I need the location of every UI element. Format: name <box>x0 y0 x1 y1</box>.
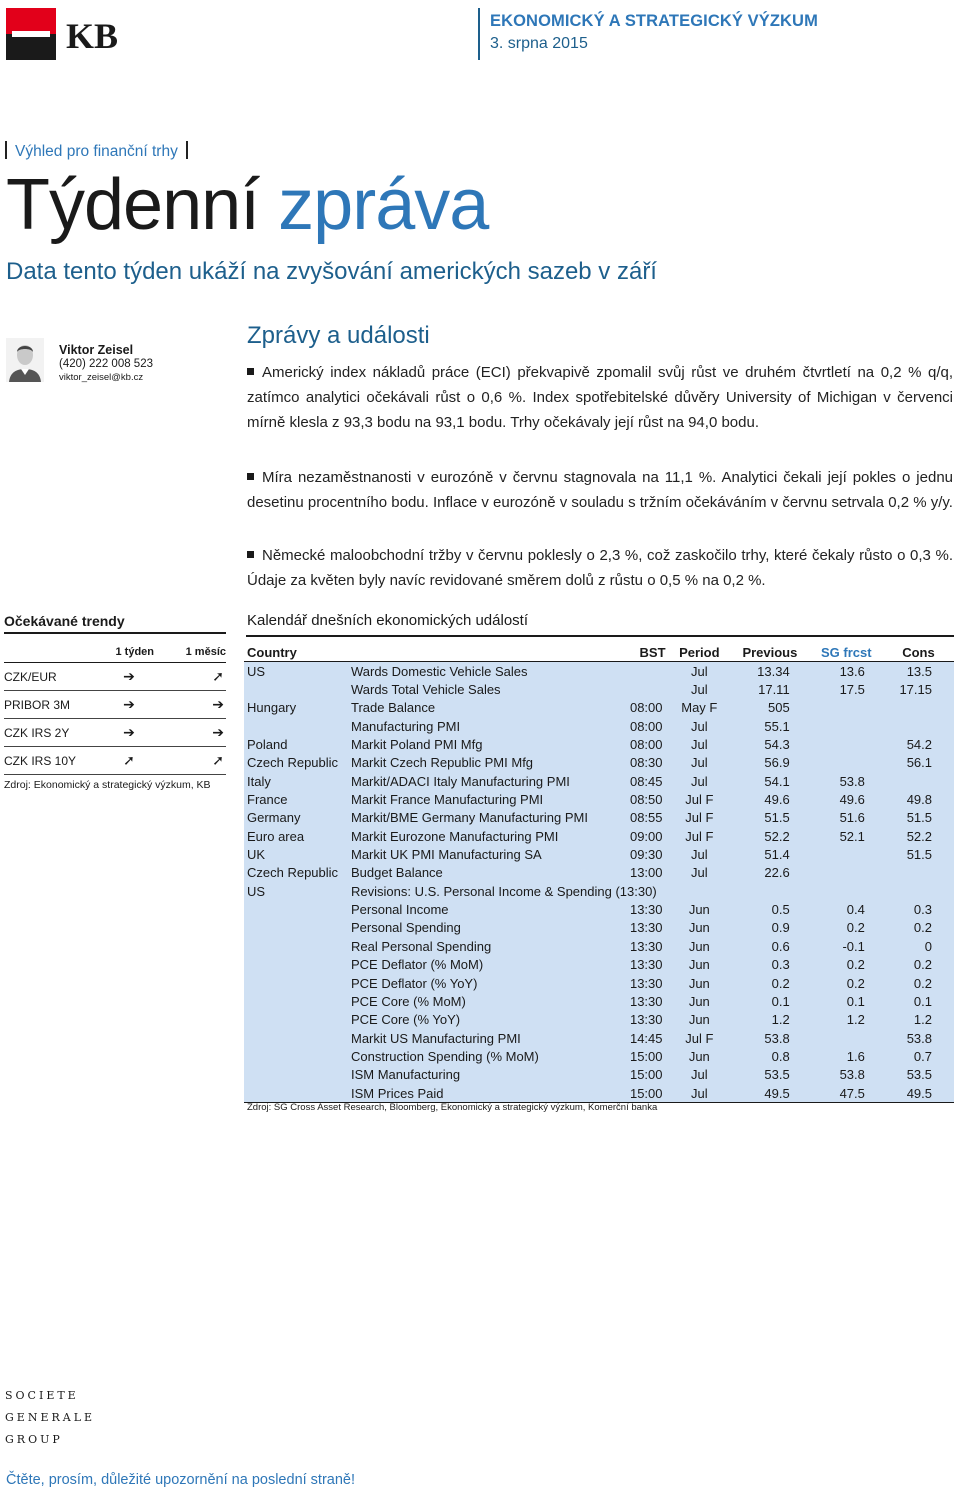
cell-sg-forecast: 0.1 <box>846 993 865 1009</box>
cell-bst: 13:30 <box>629 902 663 918</box>
news-item <box>247 465 953 515</box>
trend-week-arrow-icon: ➔ <box>104 691 154 719</box>
cell-consensus: 1.2 <box>913 1012 932 1028</box>
calendar-row <box>244 1066 954 1084</box>
cell-bst: 14:45 <box>629 1030 663 1046</box>
cell-country: US <box>247 663 266 679</box>
author-photo <box>6 338 44 382</box>
cell-previous: 54.1 <box>764 773 790 789</box>
trends-header-blank <box>4 634 104 663</box>
calendar-row <box>244 992 954 1010</box>
cell-period: Jun <box>688 975 710 991</box>
calendar-row <box>244 1011 954 1029</box>
cell-country: UK <box>247 847 266 863</box>
calendar-row <box>244 845 954 863</box>
cell-sg-forecast: 0.2 <box>846 920 865 936</box>
col-consensus: Cons <box>883 643 954 662</box>
cell-event: Markit France Manufacturing PMI <box>350 792 544 808</box>
calendar-row <box>244 1084 954 1103</box>
cell-previous: 0.5 <box>771 902 790 918</box>
cell-bst: 13:30 <box>629 1012 663 1028</box>
calendar-row <box>244 974 954 992</box>
calendar-row <box>244 1029 954 1047</box>
cell-period: Jun <box>688 902 710 918</box>
cell-previous: 53.5 <box>764 1067 790 1083</box>
cell-sg-forecast: 53.8 <box>839 773 865 789</box>
trend-row <box>4 663 226 691</box>
cell-bst: 15:00 <box>606 1084 669 1103</box>
cell-previous: 13.34 <box>757 663 790 679</box>
cell-event: PCE Core (% MoM) <box>350 993 466 1009</box>
news-item <box>247 543 953 593</box>
cell-bst: 08:00 <box>629 700 663 716</box>
calendar-row <box>244 864 954 882</box>
cell-sg-forecast <box>810 1029 883 1047</box>
trends-title: Očekávané trendy <box>4 613 226 634</box>
cell-event: Construction Spending (% MoM) <box>350 1048 539 1064</box>
calendar-row <box>244 900 954 918</box>
cell-country <box>244 1029 348 1047</box>
cell-country: Italy <box>247 773 271 789</box>
calendar-rule <box>246 635 954 637</box>
cell-consensus: 0 <box>924 938 932 954</box>
cell-previous: 0.1 <box>771 993 790 1009</box>
cell-period: Jul <box>691 663 708 679</box>
cell-period: Jun <box>688 920 710 936</box>
cell-previous: 505 <box>767 700 790 716</box>
cell-sg-forecast: 49.6 <box>839 792 865 808</box>
trend-instrument: CZK IRS 10Y <box>4 747 104 775</box>
calendar-row <box>244 717 954 735</box>
cell-bst: 08:00 <box>629 737 663 753</box>
cell-sg-forecast: 0.4 <box>846 902 865 918</box>
cell-previous: 49.5 <box>730 1084 810 1103</box>
news-text: Míra nezaměstnanosti v eurozóně v červnu stagnovala na 11,1 %. Analytici čekali její pokles o jednu desetinu procentního bodu. Inflace v eurozóně v souladu s tržním očekáváním v červnu setrvala 0,2 % y/y. <box>247 469 953 511</box>
disclaimer-link[interactable]: Čtěte, prosím, důležité upozornění na poslední straně! <box>6 1472 356 1488</box>
cell-period: Jul <box>691 682 708 698</box>
cell-previous: 54.3 <box>764 737 790 753</box>
cell-sg-forecast <box>810 845 883 863</box>
title-word-1: Týdenní <box>6 165 260 245</box>
calendar-row <box>244 956 954 974</box>
cell-consensus: 13.5 <box>906 663 932 679</box>
cell-previous: 22.6 <box>764 865 790 881</box>
cell-previous: 51.5 <box>764 810 790 826</box>
cell-event: Markit/ADACI Italy Manufacturing PMI <box>350 773 570 789</box>
cell-period: Jun <box>688 993 710 1009</box>
cell-country <box>244 1011 348 1029</box>
cell-period: Jul <box>691 773 708 789</box>
cell-country <box>244 1066 348 1084</box>
cell-consensus: 17.15 <box>899 682 932 698</box>
page-title <box>6 160 488 250</box>
cell-period: Jul F <box>685 828 714 844</box>
cell-event: PCE Deflator (% YoY) <box>350 975 478 991</box>
cell-consensus: 52.2 <box>906 828 932 844</box>
calendar-row <box>244 699 954 717</box>
cell-sg-forecast <box>810 864 883 882</box>
cell-consensus: 0.2 <box>913 957 932 973</box>
col-period: Period <box>669 643 731 662</box>
calendar-title: Kalendář dnešních ekonomických událostí <box>247 612 529 629</box>
cell-bst: 13:30 <box>629 993 663 1009</box>
divider-left <box>5 141 7 159</box>
cell-consensus <box>883 864 954 882</box>
author-email[interactable]: viktor_zeisel@kb.cz <box>59 372 144 383</box>
cell-bst: 13:30 <box>629 975 663 991</box>
calendar-row <box>244 772 954 790</box>
cell-country <box>244 937 348 955</box>
cell-consensus: 51.5 <box>906 810 932 826</box>
col-event <box>348 643 606 662</box>
bullet-icon <box>247 368 254 375</box>
cell-sg-forecast: 0.2 <box>846 975 865 991</box>
cell-period: May F <box>681 700 718 716</box>
cell-consensus: 53.8 <box>906 1030 932 1046</box>
cell-consensus <box>883 717 954 735</box>
cell-previous: 52.2 <box>764 828 790 844</box>
trend-row <box>4 719 226 747</box>
cell-country <box>244 1084 348 1103</box>
cell-period: Jul <box>691 718 708 734</box>
cell-country <box>244 956 348 974</box>
cell-bst: 09:30 <box>629 847 663 863</box>
trends-header-month: 1 měsíc <box>154 634 226 663</box>
cell-sg-forecast: 1.6 <box>846 1048 865 1064</box>
calendar-row <box>244 1047 954 1065</box>
cell-country <box>244 900 348 918</box>
cell-period: Jun <box>688 957 710 973</box>
cell-consensus: 0.2 <box>913 975 932 991</box>
page-subtitle: Data tento týden ukáží na zvyšování amerických sazeb v září <box>6 258 657 285</box>
cell-sg-forecast: 52.1 <box>839 828 865 844</box>
section-label-text: Výhled pro finanční trhy <box>15 143 178 160</box>
cell-sg-forecast: 0.2 <box>846 957 865 973</box>
cell-country: France <box>247 792 288 808</box>
cell-previous: 0.8 <box>771 1048 790 1064</box>
calendar-row <box>244 662 954 681</box>
cell-event: Markit Poland PMI Mfg <box>350 737 483 753</box>
header-divider <box>478 8 480 60</box>
report-date: 3. srpna 2015 <box>490 35 588 52</box>
cell-event: PCE Core (% YoY) <box>350 1012 461 1028</box>
cell-consensus: 0.1 <box>913 993 932 1009</box>
cell-previous: 17.11 <box>758 682 790 698</box>
trend-row <box>4 747 226 775</box>
cell-event: Markit Eurozone Manufacturing PMI <box>350 828 559 844</box>
calendar-row <box>244 754 954 772</box>
cell-sg-forecast: 17.5 <box>839 682 865 698</box>
trend-week-arrow-icon: ➔ <box>104 663 154 691</box>
cell-sg-forecast: 47.5 <box>810 1084 883 1103</box>
bullet-icon <box>247 551 254 558</box>
cell-previous: 0.2 <box>771 975 790 991</box>
col-country: Country <box>244 643 348 662</box>
cell-bst: 13:00 <box>629 865 663 881</box>
cell-bst: 15:00 <box>629 1067 663 1083</box>
cell-bst: 08:00 <box>629 718 663 734</box>
cell-bst: 13:30 <box>629 920 663 936</box>
calendar-row <box>244 827 954 845</box>
cell-sg-forecast <box>810 699 883 717</box>
cell-country <box>244 974 348 992</box>
cell-period: Jun <box>688 1048 710 1064</box>
author-phone: (420) 222 008 523 <box>59 358 153 370</box>
cell-country <box>244 992 348 1010</box>
cell-country <box>244 919 348 937</box>
cell-consensus <box>883 699 954 717</box>
cell-bst: 08:30 <box>629 755 663 771</box>
cell-period: Jun <box>688 938 710 954</box>
cell-country: Czech Republic <box>247 755 339 771</box>
cell-period: Jul <box>669 1084 731 1103</box>
sg-logo-line: SOCIETE <box>5 1389 79 1402</box>
cell-sg-forecast: 51.6 <box>839 810 865 826</box>
cell-country: Poland <box>247 737 288 753</box>
cell-sg-forecast <box>810 717 883 735</box>
cell-bst <box>606 662 669 681</box>
societe-generale-logo <box>5 1385 95 1451</box>
cell-bst: 08:50 <box>629 792 663 808</box>
cell-country <box>244 680 348 698</box>
department-title: EKONOMICKÝ A STRATEGICKÝ VÝZKUM <box>490 12 818 30</box>
calendar-row <box>244 790 954 808</box>
cell-period: Jun <box>688 1012 710 1028</box>
calendar-row <box>244 735 954 753</box>
cell-country: Hungary <box>247 700 297 716</box>
cell-consensus: 54.2 <box>906 737 932 753</box>
cell-period: Jul <box>691 1067 708 1083</box>
divider-right <box>186 141 188 159</box>
cell-event: Personal Spending <box>350 920 461 936</box>
cell-previous: 49.6 <box>764 792 790 808</box>
cell-sg-forecast: 1.2 <box>846 1012 865 1028</box>
cell-sg-forecast <box>810 754 883 772</box>
trend-month-arrow-icon: ➚ <box>154 663 226 691</box>
kb-logo <box>6 8 156 60</box>
cell-consensus: 0.2 <box>913 920 932 936</box>
calendar-row <box>244 882 954 900</box>
trend-week-arrow-icon: ➔ <box>104 719 154 747</box>
cell-country <box>244 1047 348 1065</box>
calendar-row <box>244 937 954 955</box>
cell-period: Jul F <box>685 792 714 808</box>
cell-event: Markit UK PMI Manufacturing SA <box>350 847 542 863</box>
trends-header-week: 1 týden <box>104 634 154 663</box>
cell-sg-forecast: 13.6 <box>839 663 865 679</box>
cell-event: ISM Prices Paid <box>348 1084 606 1103</box>
cell-country: US <box>247 883 266 899</box>
cell-bst: 09:00 <box>629 828 663 844</box>
trend-instrument: CZK IRS 2Y <box>4 719 104 747</box>
cell-sg-forecast <box>810 735 883 753</box>
cell-period: Jul F <box>685 810 714 826</box>
cell-sg-forecast: -0.1 <box>842 938 865 954</box>
cell-event: Markit US Manufacturing PMI <box>350 1030 521 1046</box>
news-text: Německé maloobchodní tržby v červnu poklesly o 2,3 %, což zaskočilo trhy, které čekaly růsto o 0,3 %. Údaje za květen byly navíc revidované směrem dolů z růstu o 0,5 % na 0,2 %. <box>247 547 953 589</box>
section-label <box>5 141 188 161</box>
cell-consensus: 49.8 <box>906 792 932 808</box>
cell-previous: 53.8 <box>764 1030 790 1046</box>
trend-row <box>4 691 226 719</box>
calendar-row <box>244 919 954 937</box>
trend-month-arrow-icon: ➚ <box>154 747 226 775</box>
cell-country: Czech Republic <box>247 865 339 881</box>
cell-event: PCE Deflator (% MoM) <box>350 957 484 973</box>
cell-previous: 0.9 <box>771 920 790 936</box>
title-word-2: zpráva <box>278 165 489 245</box>
cell-bst: 08:45 <box>629 773 663 789</box>
trends-table <box>4 634 226 775</box>
cell-period: Jul F <box>685 1030 714 1046</box>
cell-bst: 15:00 <box>629 1048 663 1064</box>
trends-panel <box>4 613 226 791</box>
cell-consensus: 0.3 <box>913 902 932 918</box>
cell-bst <box>606 680 669 698</box>
cell-period: Jul <box>691 847 708 863</box>
cell-sg-forecast: 53.8 <box>839 1067 865 1083</box>
news-heading: Zprávy a události <box>247 322 430 349</box>
cell-previous: 0.6 <box>771 938 790 954</box>
cell-previous: 0.3 <box>771 957 790 973</box>
cell-consensus: 56.1 <box>906 755 932 771</box>
cell-event: Markit/BME Germany Manufacturing PMI <box>350 810 588 826</box>
author-name: Viktor Zeisel <box>59 343 134 357</box>
logo-text: KB <box>66 16 119 56</box>
cell-event: Markit Czech Republic PMI Mfg <box>350 755 534 771</box>
cell-consensus: 51.5 <box>906 847 932 863</box>
cell-bst: 08:55 <box>629 810 663 826</box>
cell-event: Budget Balance <box>350 865 443 881</box>
cell-event: Wards Domestic Vehicle Sales <box>350 663 528 679</box>
cell-consensus: 49.5 <box>883 1084 954 1103</box>
trend-instrument: CZK/EUR <box>4 663 104 691</box>
cell-country <box>244 717 348 735</box>
cell-bst: 13:30 <box>629 938 663 954</box>
cell-previous: 1.2 <box>771 1012 790 1028</box>
trend-month-arrow-icon: ➔ <box>154 719 226 747</box>
cell-period: Jul <box>691 737 708 753</box>
trends-source: Zdroj: Ekonomický a strategický výzkum, KB <box>4 779 211 791</box>
calendar-row <box>244 809 954 827</box>
cell-previous: 51.4 <box>764 847 790 863</box>
cell-consensus: 53.5 <box>906 1067 932 1083</box>
sg-logo-line: GENERALE <box>5 1411 96 1424</box>
col-bst: BST <box>606 643 669 662</box>
cell-event: Wards Total Vehicle Sales <box>350 682 501 698</box>
cell-event: Personal Income <box>350 902 449 918</box>
col-previous: Previous <box>730 643 810 662</box>
cell-country: Euro area <box>247 828 305 844</box>
col-sg-forecast: SG frcst <box>810 643 883 662</box>
sg-logo-line: GROUP <box>5 1433 63 1446</box>
cell-event: Revisions: U.S. Personal Income & Spending (13:30) <box>350 883 657 899</box>
cell-period: Jul <box>691 755 708 771</box>
calendar-source: Zdroj: SG Cross Asset Research, Bloomberg, Ekonomický a strategický výzkum, Komerční banka <box>247 1102 658 1113</box>
cell-bst: 13:30 <box>629 957 663 973</box>
bullet-icon <box>247 473 254 480</box>
cell-event: ISM Manufacturing <box>350 1067 461 1083</box>
cell-event: Manufacturing PMI <box>350 718 461 734</box>
cell-country: Germany <box>247 810 301 826</box>
trend-week-arrow-icon: ➚ <box>104 747 154 775</box>
cell-event: Real Personal Spending <box>350 938 492 954</box>
cell-previous: 56.9 <box>764 755 790 771</box>
news-item <box>247 360 953 435</box>
cell-event: Trade Balance <box>350 700 436 716</box>
calendar-table <box>244 643 954 1103</box>
calendar-row <box>244 680 954 698</box>
cell-consensus: 0.7 <box>913 1048 932 1064</box>
cell-previous: 55.1 <box>764 718 790 734</box>
cell-period: Jul <box>691 865 708 881</box>
cell-consensus <box>883 772 954 790</box>
news-text: Americký index nákladů práce (ECI) překvapivě zpomalil svůj růst ve druhém čtvrtletí na 0,2 % q/q, zatímco analytici očekávali růst o 0,6 %. Index spotřebitelské důvěry University of Michigan v červenci mírně klesla z 93,3 bodu na 93,1 bodu. Trhy očekávaly její růst na 94,0 bodu. <box>247 364 953 431</box>
trend-instrument: PRIBOR 3M <box>4 691 104 719</box>
trend-month-arrow-icon: ➔ <box>154 691 226 719</box>
